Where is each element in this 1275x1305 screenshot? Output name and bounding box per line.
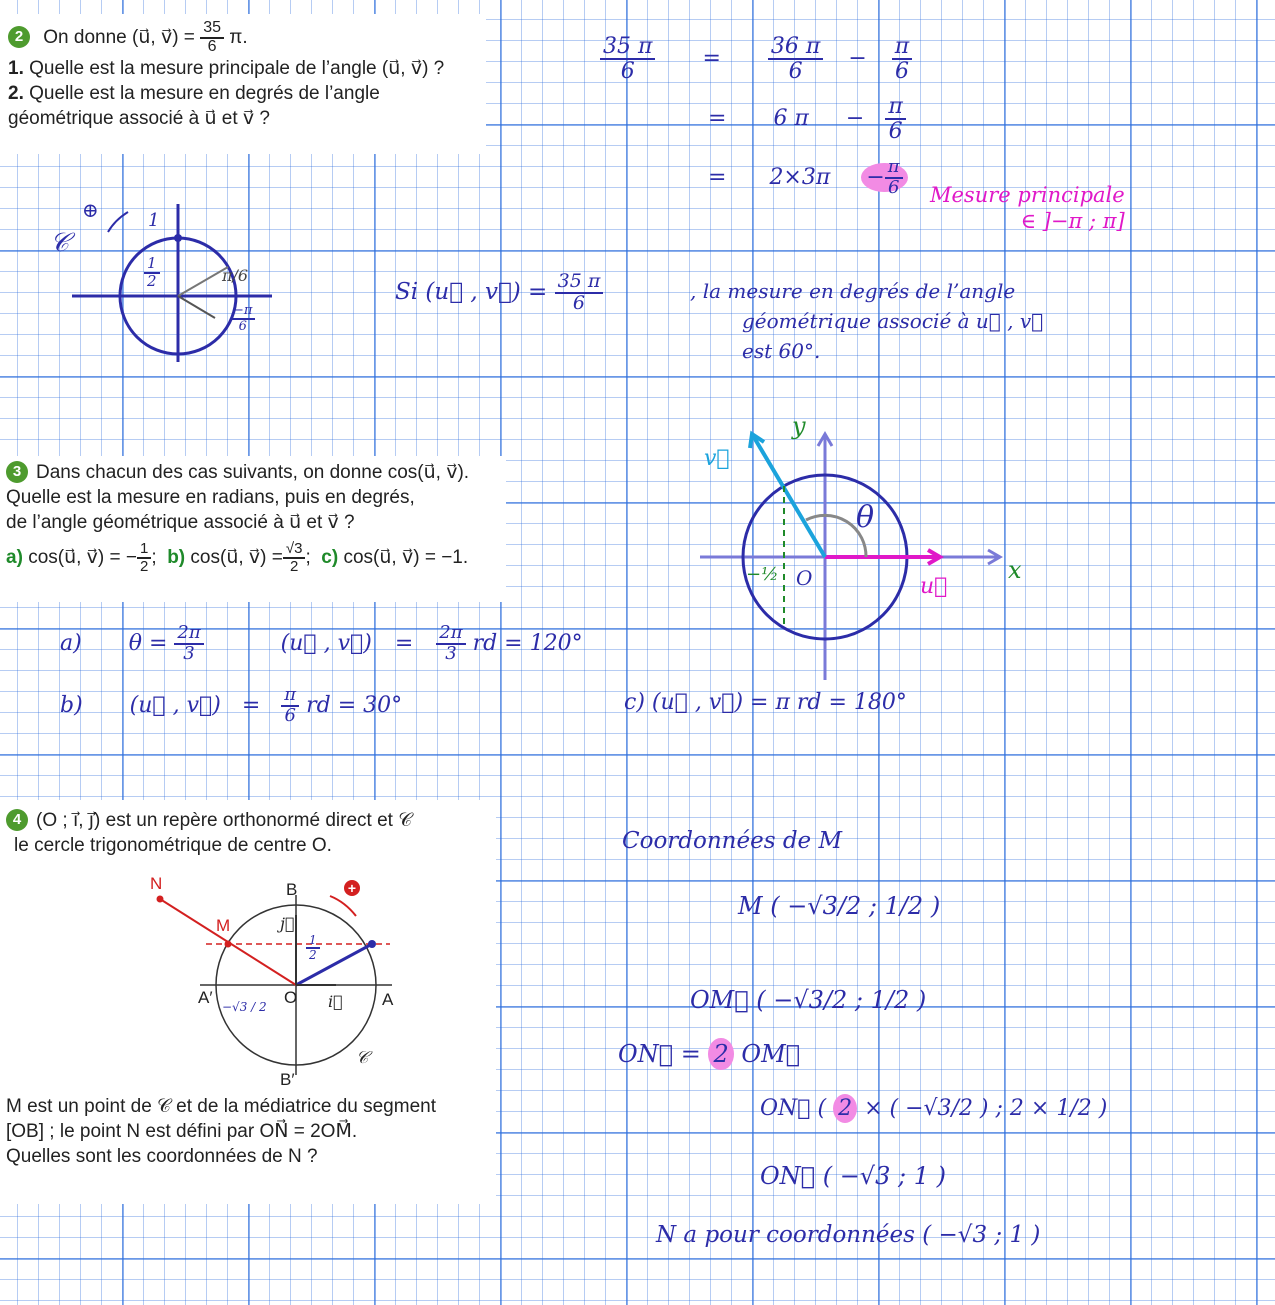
hw3-answer-b: b) (u⃗ , v⃗) = $\frac{\pi}{6}$ rd = 30° [60,684,403,726]
hw4-ON-relation: ON⃗ = 2 OM⃗ [618,1040,801,1068]
fig4-label-B: B [286,880,298,899]
hw2-answer-text: , la mesure en degrés de l’angle géométrique associé à u⃗ , v⃗ est 60°. [690,279,1044,363]
exercise-4-statement: 4 (O ; i⃗, j⃗) est un repère orthonormé direct et 𝒞 le cercle trigonométrique de centre O. M est un point de 𝒞 et de la médiatrice du segment [OB] ; le point N est défini par ON⃗ = 2OM⃗. Quelles sont les coordonnées de N ? [0,800,496,1204]
exercise-3-badge: 3 [6,461,28,483]
fig3-y-label: y [792,412,806,440]
fig3-origin-label: O [796,566,813,590]
hw4-title: Coordonnées de M [622,828,843,854]
sketch-one: 1 [148,210,160,231]
fig4-plus-sign: + [347,880,357,896]
sketch-circle-label: 𝒞 [50,228,69,258]
hw4-OM-coordinates: OM⃗ ( −√3/2 ; 1/2 ) [690,986,927,1014]
exercise-3-cases: a) cos(u⃗, v⃗) = − $\frac{1}{2}$ ; b) cos(u⃗, v⃗) = $\frac{√3}{2}$ ; c) cos(u⃗, v⃗) = −1. [6,540,469,575]
fig4-rotation-arrow [330,896,356,916]
fig3-v-label: v⃗ [704,446,730,471]
exercise-2-question-2: 2. Quelle est la mesure en degrés de l’angle géométrique associé à u⃗ et v⃗ ? [8,82,380,129]
hw2-line-1: $\frac{35 \pi}{6}$ = $\frac{36 \pi}{6}$ − $\frac{\pi}{6}$ [600,35,912,83]
factor-two-highlight: 2 [708,1038,733,1070]
fig4-half-label: $\frac{1}{2}$ [306,934,320,961]
hw2-line-2: = 6 π − $\frac{\pi}{6}$ [708,95,906,143]
hw3-answer-c: c) (u⃗ , v⃗) = π rd = 180° [624,690,907,715]
fig4-point-N [157,896,164,903]
hw3-answer-a: a) θ = $\frac{2\pi}{3}$ (u⃗ , v⃗) = $\frac{2\pi}{3}$ rd = 120° [60,622,583,664]
fig3-x-label: x [1008,556,1022,584]
fig4-label-A: A [382,990,394,1009]
hw4-ON-computation: ON⃗ ( 2 × ( −√3/2 ) ; 2 × 1/2 ) [760,1096,1108,1121]
hw4-M-coordinates: M ( −√3/2 ; 1/2 ) [738,892,941,920]
exercise-2-intro: 2 On donne (u⃗, v⃗) = $\frac{35}{6}$ π. [8,20,478,56]
fig4-point-handwritten [368,940,376,948]
fig3-half-label: −½ [746,564,779,585]
exercise-4-badge: 4 [6,809,28,831]
fig4-label-M: M [216,916,231,935]
sketch-plus-sign: ⊕ [82,198,99,222]
exercise-2-badge: 2 [8,26,30,48]
fig4-label-N: N [150,874,163,893]
fig4-label-Aprime: A′ [198,988,213,1007]
hw4-final-answer: N a pour coordonnées ( −√3 ; 1 ) [656,1222,1041,1248]
hw4-ON-result: ON⃗ ( −√3 ; 1 ) [760,1162,946,1190]
factor-two-highlight-2: 2 [833,1094,857,1123]
exercise-3-statement: 3 Dans chacun des cas suivants, on donne cos(u⃗, v⃗). Quelle est la mesure en radians, puis en degrés, de l’angle géométrique associé à u⃗ et v⃗ ? a) cos(u⃗, v⃗) = − $\frac{1}{2}$ ; b) cos(u⃗, v⃗) = $\frac{√3}{2}$ ; c) cos(u⃗, v⃗) = −1. [0,456,506,602]
sketch-angle-label: π/6 [222,266,249,285]
sketch-negative-angle: $\frac{-\pi}{6}$ [230,304,255,333]
fig3-theta-label: θ [856,500,875,535]
fig4-label-Bprime: B′ [280,1070,295,1089]
fig4-label-O: O [284,988,298,1007]
fig4-label-C: 𝒞 [356,1048,369,1068]
fig3-u-label: u⃗ [920,574,948,599]
fig4-label-j: j⃗ [280,914,295,933]
principal-measure-highlight: − $\frac{\pi}{6}$ [861,163,907,192]
sketch-half: $\frac{1}{2}$ [144,256,160,290]
principal-measure-note: Mesure principale ∈ ]−π ; π] [930,183,1125,233]
hw2-answer-start: Si (u⃗ , v⃗) = $\frac{35 \pi}{6}$ [395,272,603,314]
exercise-2-question-1: 1. Quelle est la mesure principale de l’angle (u⃗, v⃗) ? [8,57,445,79]
fig4-negative-label: −√3 / 2 [222,1000,267,1014]
fig4-label-i: i⃗ [328,992,343,1011]
hw2-line-3: = 2×3π − $\frac{\pi}{6}$ [708,158,908,198]
fig4-point-M [225,941,232,948]
